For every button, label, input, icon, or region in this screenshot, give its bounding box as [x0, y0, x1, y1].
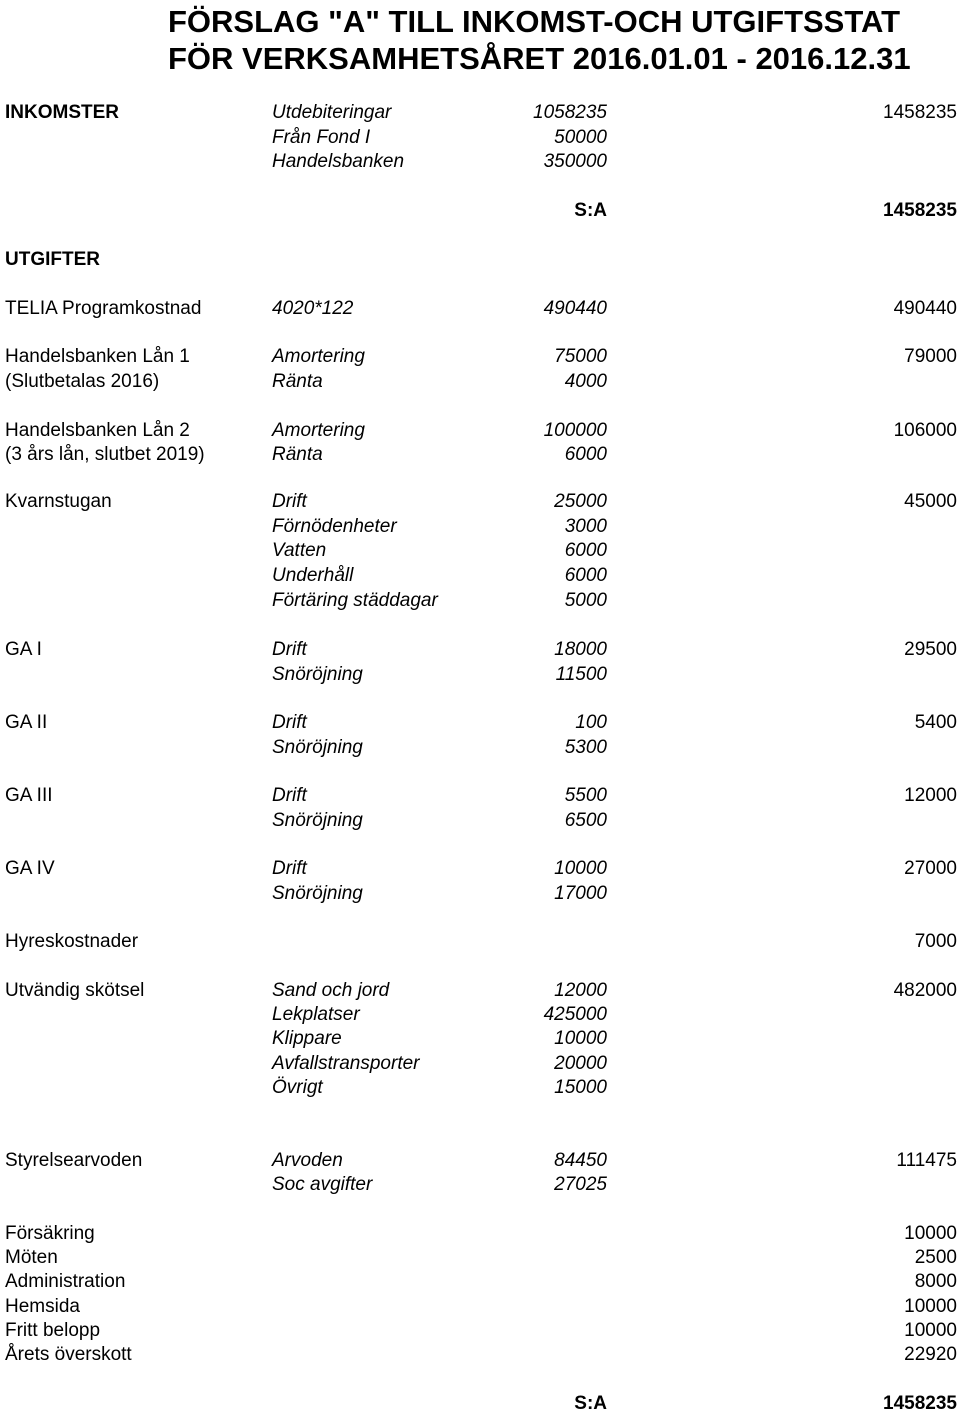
row-description: Snöröjning	[272, 883, 363, 904]
budget-row	[0, 370, 960, 394]
row-description: Klippare	[272, 1028, 342, 1049]
budget-row	[0, 1076, 960, 1100]
row-label: Hyreskostnader	[5, 931, 139, 952]
budget-row	[0, 1392, 960, 1416]
row-label: Handelsbanken Lån 1	[5, 346, 190, 367]
row-description: Förtäring städdagar	[272, 590, 438, 611]
budget-row	[0, 443, 960, 467]
row-description: Vatten	[272, 540, 327, 561]
row-description: Utdebiteringar	[272, 102, 392, 123]
row-description: Amortering	[272, 420, 365, 441]
row-total: 45000	[904, 491, 957, 512]
budget-row	[0, 419, 960, 443]
budget-row	[0, 150, 960, 174]
document-title-line-2: FÖR VERKSAMHETSÅRET 2016.01.01 - 2016.12.31	[168, 41, 911, 76]
budget-row	[0, 930, 960, 954]
row-description: Från Fond I	[272, 127, 371, 148]
budget-row	[0, 1052, 960, 1076]
row-description: Handelsbanken	[272, 151, 405, 172]
row-label: UTGIFTER	[5, 249, 100, 270]
row-label: Styrelsearvoden	[5, 1150, 143, 1171]
budget-row	[0, 539, 960, 563]
budget-row	[0, 126, 960, 150]
row-label: INKOMSTER	[5, 102, 119, 123]
row-total: 2500	[914, 1247, 957, 1268]
row-amount: 27025	[554, 1174, 607, 1195]
row-amount: 75000	[554, 346, 607, 367]
row-description: Drift	[272, 712, 307, 733]
row-label: Kvarnstugan	[5, 491, 112, 512]
budget-row	[0, 1270, 960, 1294]
row-label: Möten	[5, 1247, 58, 1268]
budget-row	[0, 297, 960, 321]
row-label: GA II	[5, 712, 48, 733]
budget-row	[0, 1222, 960, 1246]
row-total: 12000	[904, 785, 957, 806]
row-amount: 15000	[554, 1077, 607, 1098]
row-label: GA IV	[5, 858, 55, 879]
row-total: 7000	[914, 931, 957, 952]
row-amount: 50000	[554, 127, 607, 148]
row-amount: 5500	[564, 785, 607, 806]
row-amount: 6000	[564, 565, 607, 586]
row-description: Drift	[272, 858, 307, 879]
budget-row	[0, 101, 960, 125]
budget-row	[0, 199, 960, 223]
row-total: 22920	[904, 1344, 957, 1365]
row-description: Underhåll	[272, 565, 354, 586]
row-total: 10000	[904, 1296, 957, 1317]
row-label: GA III	[5, 785, 53, 806]
row-amount: 84450	[554, 1150, 607, 1171]
row-amount: 18000	[554, 639, 607, 660]
row-total: 27000	[904, 858, 957, 879]
row-amount: 4000	[564, 371, 607, 392]
budget-row	[0, 711, 960, 735]
row-description: 4020*122	[272, 298, 354, 319]
row-description: Ränta	[272, 444, 323, 465]
row-total: 111475	[896, 1150, 957, 1171]
row-description: Drift	[272, 785, 307, 806]
budget-row	[0, 736, 960, 760]
row-total: 29500	[904, 639, 957, 660]
row-amount: 5300	[564, 737, 607, 758]
row-amount: 17000	[554, 883, 607, 904]
row-amount: 100000	[543, 420, 607, 441]
budget-row	[0, 564, 960, 588]
budget-row	[0, 1343, 960, 1367]
budget-row	[0, 490, 960, 514]
row-label: Utvändig skötsel	[5, 980, 145, 1001]
row-label: GA I	[5, 639, 42, 660]
budget-row	[0, 1173, 960, 1197]
document-title-line-1: FÖRSLAG "A" TILL INKOMST-OCH UTGIFTSSTAT	[168, 4, 901, 39]
row-label: (3 års lån, slutbet 2019)	[5, 444, 205, 465]
row-description: Förnödenheter	[272, 516, 397, 537]
budget-row	[0, 1246, 960, 1270]
row-total: 482000	[893, 980, 957, 1001]
row-amount: 20000	[554, 1053, 607, 1074]
row-description: Snöröjning	[272, 810, 363, 831]
budget-row	[0, 882, 960, 906]
row-amount: 3000	[564, 516, 607, 537]
row-amount: 350000	[543, 151, 607, 172]
row-label: (Slutbetalas 2016)	[5, 371, 160, 392]
row-total: 1458235	[883, 1393, 957, 1414]
row-description: Sand och jord	[272, 980, 390, 1001]
row-total: 106000	[893, 420, 957, 441]
row-amount: 25000	[554, 491, 607, 512]
row-amount: 6500	[564, 810, 607, 831]
budget-row	[0, 589, 960, 613]
row-amount: 425000	[543, 1004, 607, 1025]
budget-row	[0, 345, 960, 369]
row-amount: 12000	[554, 980, 607, 1001]
row-description: Drift	[272, 491, 307, 512]
row-total: 8000	[914, 1271, 957, 1292]
row-description: Lekplatser	[272, 1004, 360, 1025]
row-label: TELIA Programkostnad	[5, 298, 202, 319]
row-description: Ränta	[272, 371, 323, 392]
row-amount: 10000	[554, 858, 607, 879]
budget-row	[0, 979, 960, 1003]
row-amount: S:A	[574, 200, 607, 221]
row-label: Handelsbanken Lån 2	[5, 420, 190, 441]
row-label: Årets överskott	[5, 1344, 132, 1365]
budget-row	[0, 663, 960, 687]
row-amount: 10000	[554, 1028, 607, 1049]
row-description: Övrigt	[272, 1077, 323, 1098]
row-label: Fritt belopp	[5, 1320, 101, 1341]
budget-row	[0, 248, 960, 272]
row-total: 79000	[904, 346, 957, 367]
row-description: Arvoden	[272, 1150, 343, 1171]
row-amount: 11500	[555, 664, 607, 685]
row-description: Snöröjning	[272, 737, 363, 758]
row-description: Drift	[272, 639, 307, 660]
budget-row	[0, 1003, 960, 1027]
row-amount: S:A	[574, 1393, 607, 1414]
budget-row	[0, 1027, 960, 1051]
row-amount: 100	[575, 712, 607, 733]
budget-row	[0, 515, 960, 539]
row-amount: 1058235	[533, 102, 607, 123]
budget-row	[0, 638, 960, 662]
budget-row	[0, 809, 960, 833]
row-total: 5400	[914, 712, 957, 733]
row-total: 490440	[893, 298, 957, 319]
row-total: 10000	[904, 1223, 957, 1244]
budget-row	[0, 857, 960, 881]
row-description: Snöröjning	[272, 664, 363, 685]
row-amount: 6000	[564, 444, 607, 465]
budget-row	[0, 1295, 960, 1319]
row-amount: 5000	[564, 590, 607, 611]
row-label: Hemsida	[5, 1296, 80, 1317]
row-amount: 490440	[543, 298, 607, 319]
row-description: Avfallstransporter	[272, 1053, 420, 1074]
row-label: Försäkring	[5, 1223, 95, 1244]
row-total: 10000	[904, 1320, 957, 1341]
row-total: 1458235	[883, 200, 957, 221]
row-amount: 6000	[564, 540, 607, 561]
row-description: Amortering	[272, 346, 365, 367]
budget-row	[0, 1149, 960, 1173]
budget-row	[0, 784, 960, 808]
row-label: Administration	[5, 1271, 126, 1292]
budget-row	[0, 1319, 960, 1343]
row-total: 1458235	[883, 102, 957, 123]
row-description: Soc avgifter	[272, 1174, 373, 1195]
